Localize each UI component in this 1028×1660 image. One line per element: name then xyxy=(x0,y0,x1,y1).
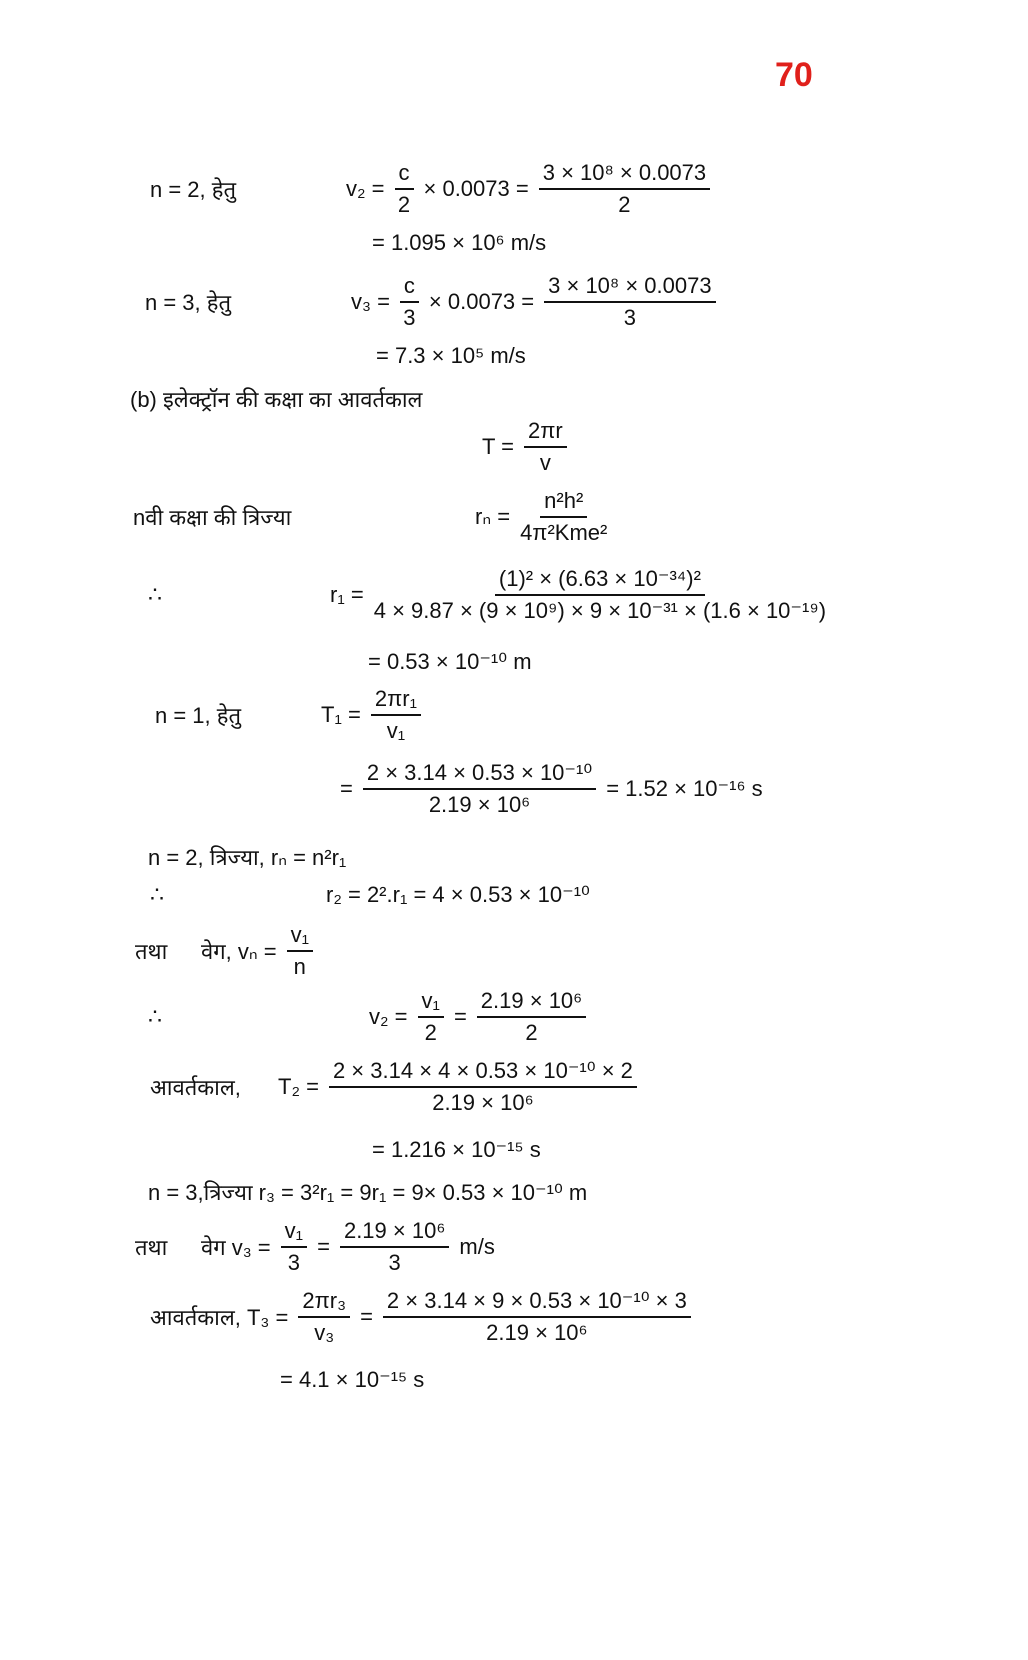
result-v2: = 1.095 × 10⁶ m/s xyxy=(372,230,547,255)
fraction xyxy=(524,418,567,476)
equals: = xyxy=(317,1234,330,1259)
section-heading: (b) इलेक्ट्रॉन की कक्षा का आवर्तकाल xyxy=(130,387,423,412)
fraction xyxy=(477,988,586,1046)
eq-T1 xyxy=(155,686,425,744)
numerator: c xyxy=(395,160,414,190)
label: n = 1, हेतु xyxy=(155,703,241,728)
fraction xyxy=(374,566,826,624)
denominator: 3 xyxy=(403,305,416,330)
unit: m/s xyxy=(459,1234,495,1259)
label: nवी कक्षा की त्रिज्या xyxy=(133,505,292,530)
lhs: v₂ = xyxy=(369,1004,408,1029)
fraction xyxy=(395,160,414,218)
numerator: v₁ xyxy=(287,922,313,952)
denominator: 3 xyxy=(287,1250,300,1275)
eq-T1-value xyxy=(340,760,763,818)
fraction xyxy=(363,760,596,818)
numerator: 2.19 × 10⁶ xyxy=(340,1218,449,1248)
lhs: वेग v₃ = xyxy=(201,1235,271,1260)
therefore: ∴ xyxy=(148,1004,162,1029)
fraction xyxy=(287,922,313,980)
label: n = 2, हेतु xyxy=(150,177,236,202)
equals: = xyxy=(360,1304,373,1329)
fraction xyxy=(281,1218,307,1276)
lhs: वेग, vₙ = xyxy=(201,939,277,964)
numerator: 2 × 3.14 × 4 × 0.53 × 10⁻¹⁰ × 2 xyxy=(329,1058,637,1088)
denominator: v₃ xyxy=(314,1320,335,1345)
numerator: (1)² × (6.63 × 10⁻³⁴)² xyxy=(495,566,705,596)
numerator: 2 × 3.14 × 0.53 × 10⁻¹⁰ xyxy=(363,760,596,790)
eq-vn xyxy=(135,922,317,980)
eq-v3 xyxy=(145,273,720,331)
fraction xyxy=(298,1288,350,1346)
eq-r3: n = 3,त्रिज्या r₃ = 3²r₁ = 9r₁ = 9× 0.53 × 10⁻¹⁰ m xyxy=(148,1180,588,1205)
fraction xyxy=(329,1058,637,1116)
denominator: v₁ xyxy=(386,718,406,743)
label: तथा xyxy=(135,939,168,964)
label: n = 3, हेतु xyxy=(145,290,231,315)
mid: × 0.0073 = xyxy=(428,289,535,314)
eq-rn: n = 2, त्रिज्या, rₙ = n²r₁ xyxy=(148,845,347,870)
fraction xyxy=(418,988,444,1046)
numerator: 2πr₃ xyxy=(298,1288,350,1318)
denominator: 2 xyxy=(424,1020,437,1045)
denominator: n xyxy=(293,954,306,979)
denominator: v xyxy=(539,450,551,475)
label: आवर्तकाल, xyxy=(150,1075,241,1100)
eq-r1 xyxy=(148,566,830,624)
numerator: n²h² xyxy=(540,488,587,518)
numerator: 2πr₁ xyxy=(371,686,421,716)
rhs: = 1.52 × 10⁻¹⁶ s xyxy=(606,776,763,801)
denominator: 2.19 × 10⁶ xyxy=(428,792,531,817)
result-r1: = 0.53 × 10⁻¹⁰ m xyxy=(368,649,532,674)
result-v3: = 7.3 × 10⁵ m/s xyxy=(376,343,526,368)
eq-r2 xyxy=(150,882,590,908)
equals: = xyxy=(340,776,353,801)
eq-T3 xyxy=(150,1288,695,1346)
result-T2: = 1.216 × 10⁻¹⁵ s xyxy=(372,1137,541,1162)
therefore: ∴ xyxy=(150,882,164,907)
lhs: T₂ = xyxy=(278,1074,319,1099)
lhs: T₁ = xyxy=(321,702,361,727)
denominator: 4 × 9.87 × (9 × 10⁹) × 9 × 10⁻³¹ × (1.6 × 10⁻¹⁹) xyxy=(373,598,827,623)
denominator: 3 xyxy=(623,305,636,330)
numerator: 3 × 10⁸ × 0.0073 xyxy=(544,273,715,303)
fraction xyxy=(383,1288,691,1346)
therefore: ∴ xyxy=(148,582,162,607)
numerator: 3 × 10⁸ × 0.0073 xyxy=(539,160,710,190)
denominator: 2.19 × 10⁶ xyxy=(432,1090,534,1115)
lhs: r₁ = xyxy=(330,582,364,607)
fraction xyxy=(400,273,419,331)
numerator: c xyxy=(400,273,419,303)
result-T3: = 4.1 × 10⁻¹⁵ s xyxy=(280,1367,425,1392)
equals: = xyxy=(453,1004,467,1029)
lhs: v₂ = xyxy=(346,176,385,201)
fraction xyxy=(544,273,715,331)
numerator: 2πr xyxy=(524,418,567,448)
eq-radius xyxy=(133,488,611,546)
expr: r₂ = 2².r₁ = 4 × 0.53 × 10⁻¹⁰ xyxy=(326,882,590,907)
denominator: 2 xyxy=(397,192,411,217)
fraction xyxy=(539,160,710,218)
fraction xyxy=(520,488,607,546)
eq-T2 xyxy=(150,1058,641,1116)
mid: × 0.0073 = xyxy=(423,176,529,201)
numerator: 2.19 × 10⁶ xyxy=(477,988,586,1018)
numerator: 2 × 3.14 × 9 × 0.53 × 10⁻¹⁰ × 3 xyxy=(383,1288,691,1318)
fraction xyxy=(371,686,421,744)
denominator: 3 xyxy=(388,1250,401,1275)
denominator: 2.19 × 10⁶ xyxy=(486,1320,588,1345)
numerator: v₁ xyxy=(418,988,444,1018)
eq-v2b xyxy=(148,988,590,1046)
lhs: T = xyxy=(482,434,515,459)
denominator: 2 xyxy=(618,192,631,217)
lhs: v₃ = xyxy=(351,289,390,314)
denominator: 4π²Kme² xyxy=(520,520,608,545)
label: तथा xyxy=(135,1235,168,1260)
eq-v2 xyxy=(150,160,714,218)
lhs: आवर्तकाल, T₃ = xyxy=(150,1305,289,1330)
eq-period xyxy=(482,418,571,476)
numerator: v₁ xyxy=(281,1218,307,1248)
fraction xyxy=(340,1218,449,1276)
denominator: 2 xyxy=(525,1020,538,1045)
lhs: rₙ = xyxy=(475,504,511,529)
page-number: 70 xyxy=(775,56,813,94)
eq-v3b xyxy=(135,1218,495,1276)
